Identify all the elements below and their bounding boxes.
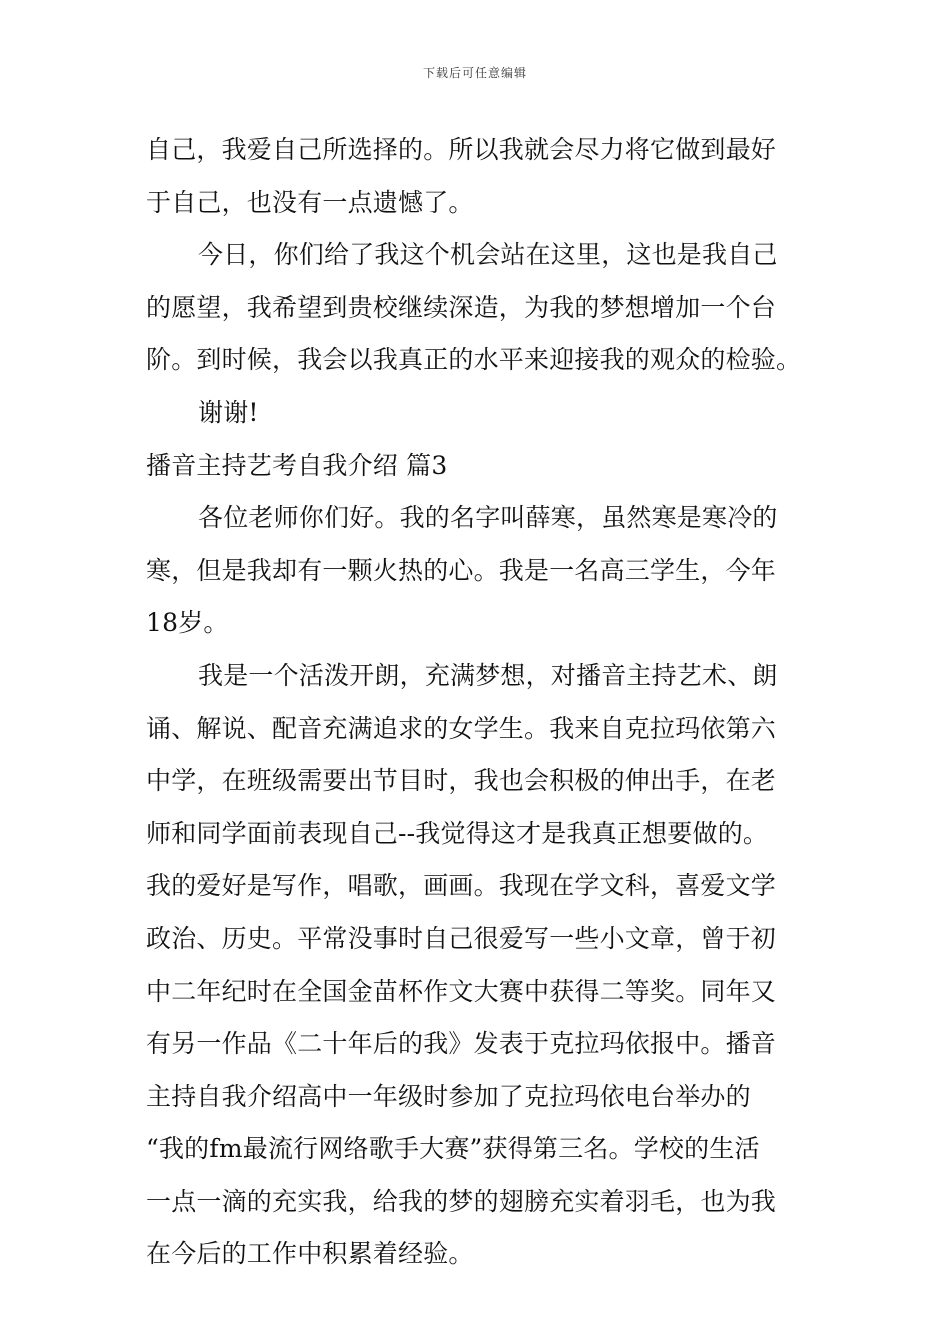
text-line: 阶。到时候，我会以我真正的水平来迎接我的观众的检验。: [146, 345, 802, 375]
text-line: 于自己，也没有一点遗憾了。: [146, 187, 474, 217]
text-line: 一点一滴的充实我，给我的梦的翅膀充实着羽毛，也为我: [146, 1186, 777, 1216]
paragraph-start-line: 我是一个活泼开朗，充满梦想，对播音主持艺术、朗: [198, 660, 778, 690]
text-line: 有另一作品《二十年后的我》发表于克拉玛依报中。播音: [146, 1029, 777, 1059]
text-line: 主持自我介绍高中一年级时参加了克拉玛依电台举办的: [146, 1081, 751, 1111]
text-line: 寒，但是我却有一颗火热的心。我是一名高三学生，今年: [146, 555, 777, 585]
text-line: 的愿望，我希望到贵校继续深造，为我的梦想增加一个台: [146, 292, 777, 322]
text-line: 在今后的工作中积累着经验。: [146, 1239, 474, 1269]
text-line: 自己，我爱自己所选择的。所以我就会尽力将它做到最好: [146, 135, 777, 164]
text-line: “我的fm最流行网络歌手大赛”获得第三名。学校的生活: [146, 1134, 760, 1164]
text-line: 中学，在班级需要出节目时，我也会积极的伸出手，在老: [146, 766, 777, 796]
text-line: 中二年纪时在全国金苗杯作文大赛中获得二等奖。同年又: [146, 976, 777, 1006]
text-line: 18岁。: [146, 608, 229, 638]
text-line: 我的爱好是写作，唱歌，画画。我现在学文科，喜爱文学: [146, 871, 777, 901]
closing-thanks: 谢谢!: [198, 397, 259, 427]
paragraph-start-line: 今日，你们给了我这个机会站在这里，这也是我自己: [198, 240, 778, 270]
text-line: 政治、历史。平常没事时自己很爱写一些小文章，曾于初: [146, 923, 777, 953]
page-header-note: 下载后可任意编辑: [422, 66, 527, 80]
text-line: 诵、解说、配音充满追求的女学生。我来自克拉玛依第六: [146, 713, 777, 743]
section-heading: 播音主持艺考自我介绍 篇3: [146, 450, 448, 480]
paragraph-start-line: 各位老师你们好。我的名字叫薛寒，虽然寒是寒冷的: [198, 503, 778, 533]
document-body: [146, 124, 806, 1281]
text-line: 师和同学面前表现自己--我觉得这才是我真正想要做的。: [146, 818, 769, 848]
